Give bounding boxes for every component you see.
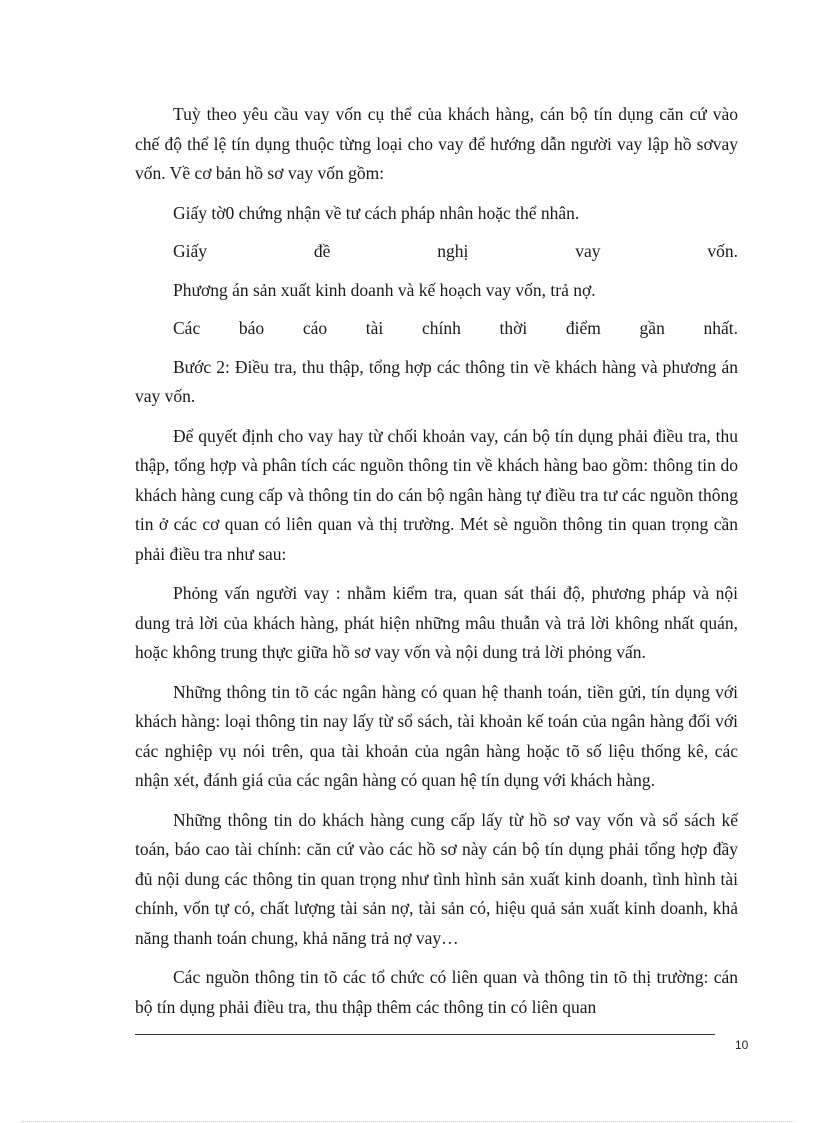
- page-boundary-dotted-line: [22, 1121, 794, 1122]
- list-item-loan-request: Giấy đề nghị vay vốn.: [173, 241, 738, 261]
- paragraph-market-info: Các nguồn thông tin tõ các tổ chức có liên quan và thông tin tõ thị trường: cán bộ tín dụng phải điều tra, thu thập thêm các thông tin có liên quan: [135, 967, 738, 1017]
- list-item-business-plan: Phương án sản xuất kinh doanh và kế hoạch vay vốn, trả nợ.: [173, 279, 596, 300]
- list-item-financial-reports: Các báo cáo tài chính thời điểm gần nhất.: [173, 318, 738, 338]
- paragraph-bank-info: Những thông tin tõ các ngân hàng có quan hệ thanh toán, tiền gửi, tín dụng với khách hàng: loại thông tin nay lấy từ sổ sách, tài khoản kế toán của ngân hàng đối với các nghiệp vụ nói trên, qua tài khoản của ngân hàng hoặc tõ số liệu thống kê, các nhận xét, đánh giá của các ngân hàng có quan hệ tín dụng với khách hàng.: [135, 681, 738, 790]
- paragraph-decision: Để quyết định cho vay hay từ chối khoản vay, cán bộ tín dụng phải điều tra, thu thập, tổng hợp và phân tích các nguồn thông tin về khách hàng bao gồm: thông tin do khách hàng cung cấp và thông tin do cán bộ ngân hàng tự điều tra tư các nguồn thông tin ở các cơ quan có liên quan và thị trường. Mét sè nguồn thông tin quan trọng cần phải điều tra như sau:: [135, 425, 738, 564]
- list-item-legal-status: Giấy tờ0 chứng nhận về tư cách pháp nhân hoặc thể nhân.: [173, 202, 580, 223]
- paragraph-interview: Phỏng vấn người vay : nhằm kiểm tra, quan sát thái độ, phương pháp và nội dung trả lời của khách hàng, phát hiện những mâu thuẫn và trả lời không nhất quán, hoặc không trung thực giữa hồ sơ vay vốn và nội dung trả lời phỏng vấn.: [135, 583, 738, 662]
- paragraph-step-2: Bước 2: Điều tra, thu thập, tổng hợp các thông tin về khách hàng và phương án vay vốn.: [135, 356, 738, 406]
- page-number: 10: [735, 1038, 749, 1052]
- paragraph-intro: Tuỳ theo yêu cầu vay vốn cụ thể của khách hàng, cán bộ tín dụng căn cứ vào chế độ thể lệ tín dụng thuộc từng loại cho vay để hướng dẫn người vay lập hồ sơvay vốn. Về cơ bản hồ sơ vay vốn gồm:: [135, 104, 738, 183]
- paragraph-customer-info: Những thông tin do khách hàng cung cấp lấy từ hồ sơ vay vốn và sổ sách kế toán, báo cao tài chính: căn cứ vào các hồ sơ này cán bộ tín dụng phải tổng hợp đầy đủ nội dung các thông tin quan trọng như tình hình sản xuất kinh doanh, tình hình tài chính, vốn tự có, chất lượng tài sản nợ, tài sản có, hiệu quả sản xuất kinh doanh, khả năng thanh toán chung, khả năng trả nợ vay…: [135, 809, 738, 948]
- document-body: [135, 100, 738, 1032]
- footer-divider: [135, 1034, 715, 1035]
